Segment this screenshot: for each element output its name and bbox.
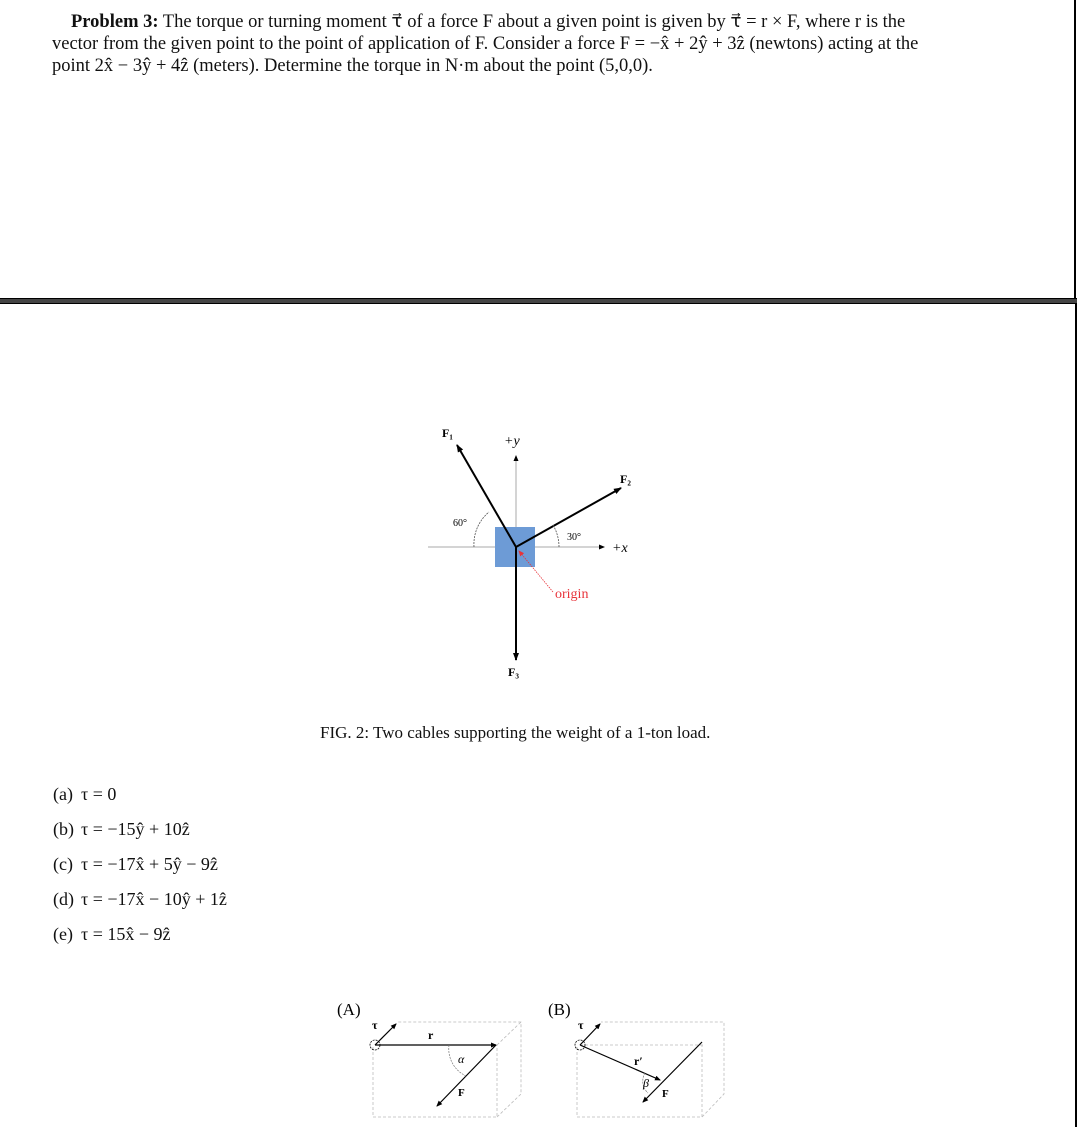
label-y-axis: +y bbox=[504, 434, 520, 449]
choice-a[interactable] bbox=[53, 784, 227, 819]
r-prime-label: r′ bbox=[634, 1054, 643, 1068]
choice-answer: τ = 0 bbox=[81, 784, 117, 804]
choice-d[interactable] bbox=[53, 889, 227, 924]
f-arrow-b bbox=[643, 1042, 702, 1102]
beta-label: β bbox=[643, 1076, 649, 1090]
panel-a bbox=[337, 1000, 521, 1117]
box-outline-b bbox=[577, 1022, 724, 1117]
label-f1: F₁ bbox=[442, 426, 453, 440]
label-x-axis: +x bbox=[612, 541, 628, 556]
label-f2: F₂ bbox=[620, 472, 631, 486]
tau-label-b: τ bbox=[578, 1018, 584, 1032]
panel-a-label: (A) bbox=[337, 1000, 361, 1019]
tau-arrow-a bbox=[375, 1024, 396, 1045]
choice-answer: τ = −17x̂ − 10ŷ + 1ẑ bbox=[81, 889, 227, 909]
force-arrow-f1 bbox=[457, 445, 516, 547]
label-angle-30: 30° bbox=[567, 532, 581, 543]
label-angle-60: 60° bbox=[453, 518, 467, 529]
angle-arc-30 bbox=[553, 525, 559, 547]
problem-line-2: vector from the given point to the point of application of F. Consider a force F = −x̂ + 2ŷ + 3ẑ (newtons) acting at the bbox=[52, 34, 919, 54]
answer-choices bbox=[53, 784, 227, 959]
alpha-label: α bbox=[458, 1052, 465, 1066]
box-outline-a bbox=[373, 1022, 521, 1117]
problem-line-1: The torque or turning moment τ⃗ of a force F about a given point is given by τ⃗ = r × F, where r is the bbox=[158, 12, 906, 32]
origin-pointer bbox=[519, 551, 553, 592]
panel-b bbox=[548, 1000, 724, 1117]
choice-label: (a) bbox=[53, 784, 73, 804]
f-arrow-a bbox=[437, 1045, 496, 1106]
choice-label: (d) bbox=[53, 889, 74, 909]
choice-c[interactable] bbox=[53, 854, 227, 889]
label-f3: F₃ bbox=[508, 665, 519, 679]
r-label-a: r bbox=[428, 1028, 434, 1042]
choice-label: (e) bbox=[53, 924, 73, 944]
tau-label-a: τ bbox=[372, 1018, 378, 1032]
figure-caption: FIG. 2: Two cables supporting the weight of a 1-ton load. bbox=[320, 723, 711, 742]
problem-label: Problem 3: bbox=[71, 12, 159, 32]
choice-label: (c) bbox=[53, 854, 73, 874]
torque-figure bbox=[0, 990, 1079, 1127]
label-origin: origin bbox=[555, 587, 589, 602]
choice-answer: τ = −15ŷ + 10ẑ bbox=[81, 819, 190, 839]
choice-answer: τ = 15x̂ − 9ẑ bbox=[81, 924, 171, 944]
angle-arc-60 bbox=[474, 512, 489, 547]
panel-b-label: (B) bbox=[548, 1000, 571, 1019]
choice-answer: τ = −17x̂ + 5ŷ − 9ẑ bbox=[81, 854, 218, 874]
r-prime-arrow bbox=[580, 1045, 660, 1080]
choice-b[interactable] bbox=[53, 819, 227, 854]
problem-line-3: point 2x̂ − 3ŷ + 4ẑ (meters). Determine the torque in N·m about the point (5,0,0). bbox=[52, 56, 653, 76]
choice-e[interactable] bbox=[53, 924, 227, 959]
f-label-b: F bbox=[662, 1088, 669, 1100]
f-label-a: F bbox=[458, 1087, 465, 1099]
choice-label: (b) bbox=[53, 819, 74, 839]
